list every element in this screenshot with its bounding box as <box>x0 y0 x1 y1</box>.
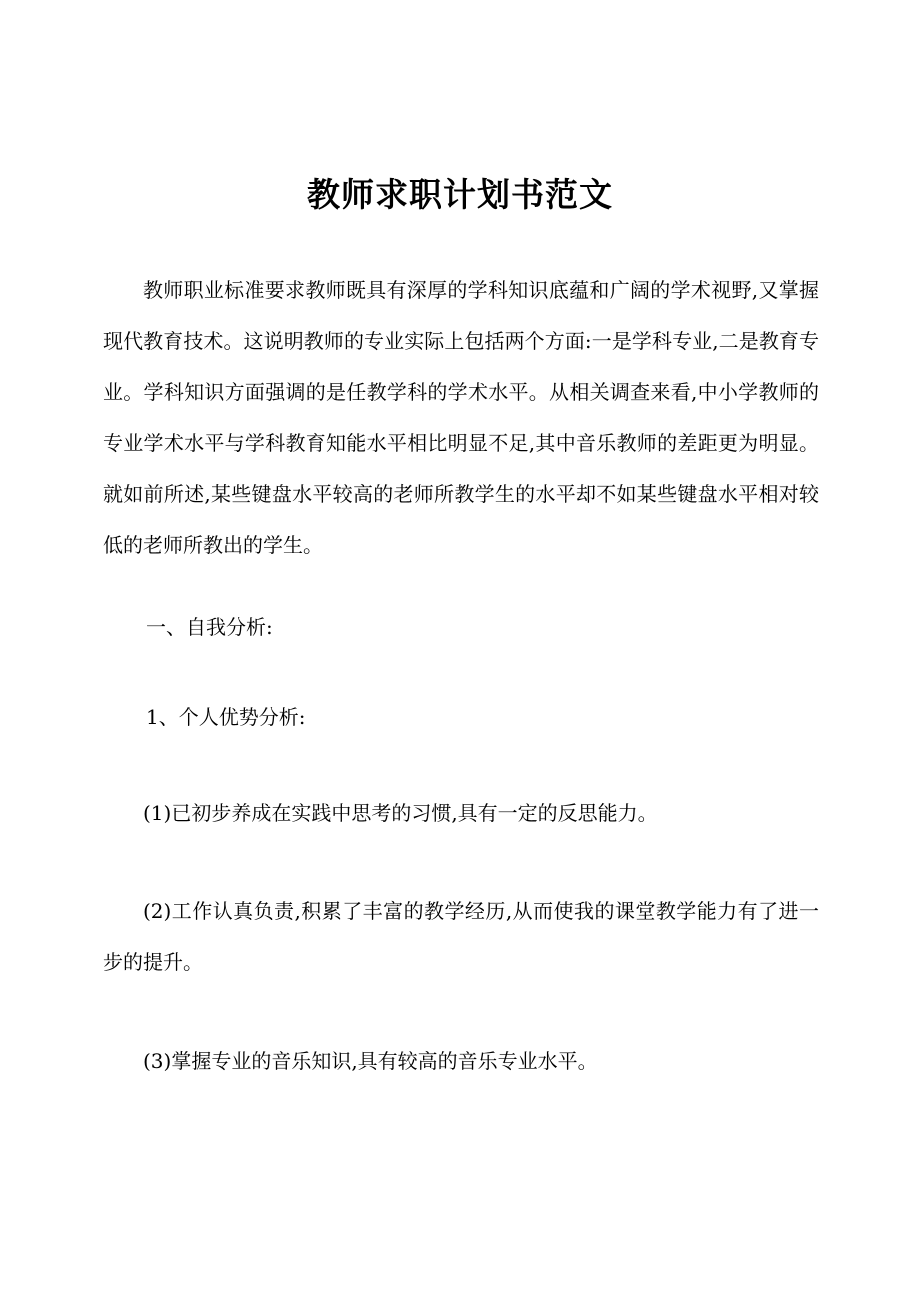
section-heading-self-analysis: 一、自我分析: <box>146 615 273 639</box>
list-item: (3)掌握专业的音乐知识,具有较高的音乐专业水平。 <box>143 1049 598 1073</box>
intro-paragraph: 教师职业标准要求教师既具有深厚的学科知识底蕴和广阔的学术视野,又掌握现代教育技术。这说明教师的专业实际上包括两个方面:一是学科专业,二是教育专业。学科知识方面强调的是任教学科的学术水平。从相关调查来看,中小学教师的专业学术水平与学科教育知能水平相比明显不足,其中音乐教师的差距更为明显。就如前所述,某些键盘水平较高的老师所教学生的水平却不如某些键盘水平相对较低的老师所教出的学生。 <box>103 278 819 557</box>
document-title: 教师求职计划书范文 <box>307 175 613 214</box>
list-item: (2)工作认真负责,积累了丰富的教学经历,从而使我的课堂教学能力有了进一步的提升。 <box>103 899 819 974</box>
subsection-heading-strengths: 1、个人优势分析: <box>146 705 306 729</box>
list-item: (1)已初步养成在实践中思考的习惯,具有一定的反思能力。 <box>143 801 658 825</box>
